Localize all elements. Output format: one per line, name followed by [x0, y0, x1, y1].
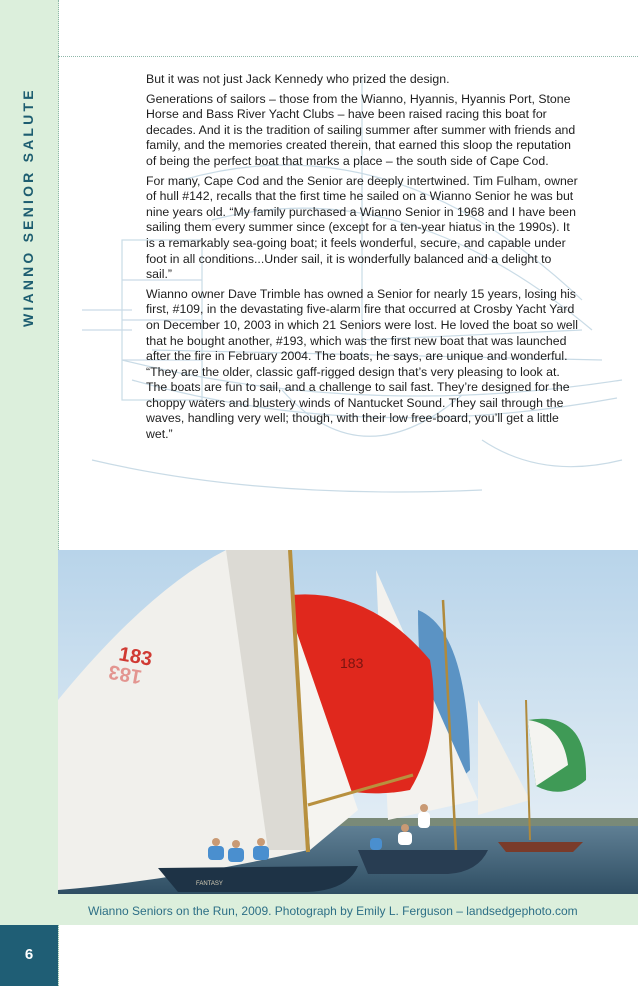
- paragraph: Generations of sailors – those from the Wianno, Hyannis, Hyannis Port, Stone Horse and Bass River Yacht Clubs – have been raised racing this boat for decades. And it is the tradition of sailing summer after summer with friends and family, and the memories created therein, that earned this sloop the reputation of being the perfect boat that marks a place – the south side of Cape Cod.: [146, 91, 576, 168]
- paragraph: Wianno owner Dave Trimble has owned a Senior for nearly 15 years, losing his first, #109, in the devastating five-alarm fire that occurred at Crosby Yacht Yard on December 10, 2003 in which 21 Seniors were lost. He loved the boat so well that he bought another, #193, which was the first new boat that was launched after the fire in February 2004. The boats, he says, are unique and wonderful. “They are the older, classic gaff-rigged design that’s very pleasing to look at. The boats are fun to sail, and a challenge to sail fast. They’re designed for the choppy waters and blustery winds of Nantucket Sound. They sail through the waves, handling very well; though, with their low free-board, you’ll get a little wet.”: [146, 286, 579, 442]
- main-hull: [158, 866, 358, 892]
- sailing-photo: [58, 550, 638, 894]
- hull-name: FANTASY: [196, 881, 223, 887]
- far-hull: [498, 842, 583, 852]
- top-divider: [58, 56, 638, 57]
- spinnaker-sail-number: 183: [340, 655, 364, 671]
- photo-caption: Wianno Seniors on the Run, 2009. Photograph by Emily L. Ferguson – landsedgephoto.com: [88, 904, 578, 918]
- page-number: 6: [24, 946, 34, 963]
- mainsail-number-mirrored: 183: [106, 660, 144, 688]
- article-body: [146, 72, 578, 447]
- paragraph: For many, Cape Cod and the Senior are deeply intertwined. Tim Fulham, owner of hull #142, recalls that the first time he sailed on a Wianno Senior he was but nine years old. “My family purchased a Wianno Senior in 1968 and I have been sailing them every summer since (except for a ten-year hiatus in the 1990s). It is a remarkably sea-going boat; it feels wonderful, secure, and capable under foot in all conditions...Under sail, it is wonderfully balanced and a delight to sail.”: [146, 173, 578, 282]
- section-title: WIANNO SENIOR SALUTE: [20, 87, 36, 327]
- mainsail-number: 183: [117, 643, 154, 671]
- paragraph: But it was not just Jack Kennedy who prized the design.: [146, 72, 450, 86]
